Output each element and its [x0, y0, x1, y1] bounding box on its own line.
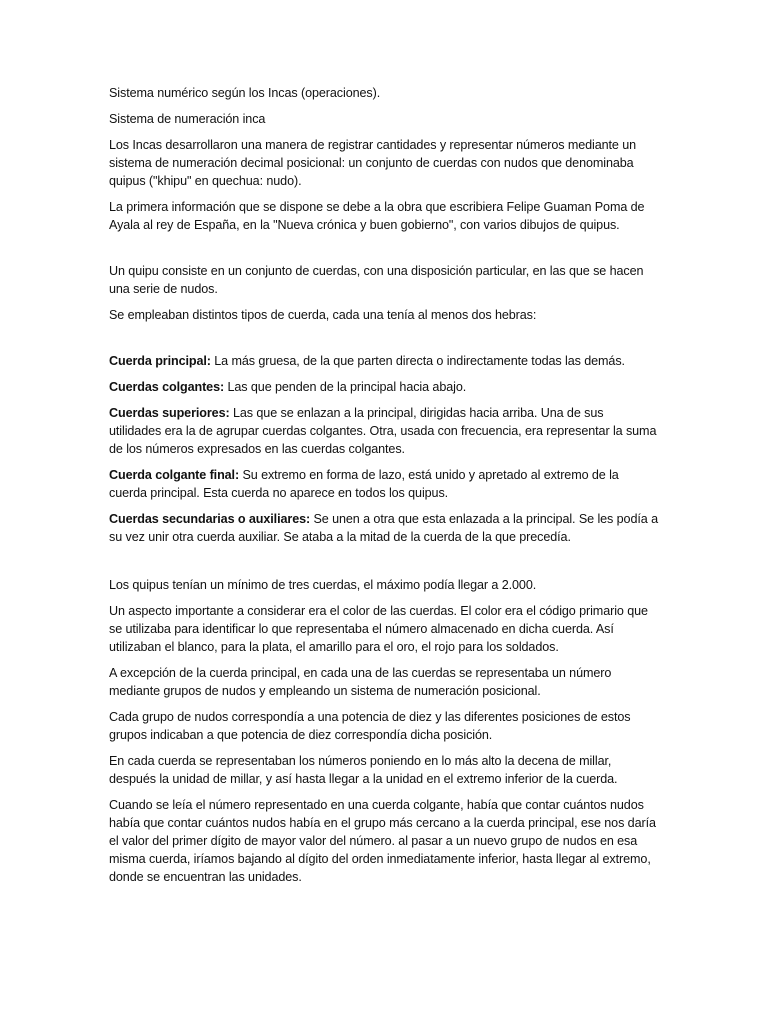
cord-type-item [109, 378, 659, 396]
cord-type-term: Cuerda colgante final: [109, 468, 240, 482]
document-page [109, 84, 659, 894]
detail-paragraph: A excepción de la cuerda principal, en cada una de las cuerdas se representaba un número mediante grupos de nudos y empleando un sistema de numeración posicional. [109, 666, 612, 698]
detail-paragraph: Un aspecto importante a considerar era el color de las cuerdas. El color era el código primario que se utilizaba para identificar lo que representaba el número almacenado en dicha cuerda. Así utilizaban el blanco, para la plata, el amarillo para el oro, el rojo para los soldados. [109, 604, 648, 654]
cord-type-item [109, 510, 659, 546]
cord-type-description: Las que se enlazan a la principal, dirigidas hacia arriba. Una de sus utilidades era la de agrupar cuerdas colgantes. Otra, usada con frecuencia, era representar la suma de los números expresados en las cuerdas colgantes. [109, 406, 657, 456]
cord-type-item [109, 466, 659, 502]
cord-type-description: La más gruesa, de la que parten directa o indirectamente todas las demás. [210, 354, 625, 368]
document-title: Sistema numérico según los Incas (operaciones). [109, 86, 381, 100]
cord-type-description: Las que penden de la principal hacia abajo. [224, 380, 467, 394]
cord-types-intro-paragraph: Se empleaban distintos tipos de cuerda, cada una tenía al menos dos hebras: [109, 308, 537, 322]
detail-paragraph: Los quipus tenían un mínimo de tres cuerdas, el máximo podía llegar a 2.000. [109, 578, 537, 592]
cord-type-item [109, 352, 659, 370]
detail-paragraph: En cada cuerda se representaban los números poniendo en lo más alto la decena de millar, después la unidad de millar, y así hasta llegar a la unidad en el extremo inferior de la cuerda. [109, 754, 618, 786]
cord-type-item [109, 404, 659, 458]
cord-type-term: Cuerdas secundarias o auxiliares: [109, 512, 311, 526]
quipu-definition-paragraph: Un quipu consiste en un conjunto de cuerdas, con una disposición particular, en las que se hacen una serie de nudos. [109, 264, 644, 296]
cord-type-description: Su extremo en forma de lazo, está unido y apretado al extremo de la cuerda principal. Esta cuerda no aparece en todos los quipus. [109, 468, 619, 500]
intro-paragraph: Los Incas desarrollaron una manera de registrar cantidades y representar números mediante un sistema de numeración decimal posicional: un conjunto de cuerdas con nudos que denominaba quipus ("khipu" en quechua: nudo). [109, 138, 637, 188]
detail-paragraph: Cada grupo de nudos correspondía a una potencia de diez y las diferentes posiciones de estos grupos indicaban a que potencia de diez correspondía dicha posición. [109, 710, 631, 742]
detail-paragraph: Cuando se leía el número representado en una cuerda colgante, había que contar cuántos nudos había que contar cuántos nudos había en el grupo más cercano a la cuerda principal, ese nos daría el valor del primer dígito de mayor valor del número. al pasar a un nuevo grupo de nudos en esa misma cuerda, iríamos bajando al dígito del orden inmediatamente inferior, hasta llegar al extremo, donde se encuentran las unidades. [109, 798, 656, 884]
cord-type-term: Cuerdas colgantes: [109, 380, 225, 394]
intro-paragraph: La primera información que se dispone se debe a la obra que escribiera Felipe Guaman Poma de Ayala al rey de España, en la "Nueva crónica y buen gobierno", con varios dibujos de quipus. [109, 200, 645, 232]
section-title: Sistema de numeración inca [109, 112, 266, 126]
cord-type-term: Cuerda principal: [109, 354, 211, 368]
cord-type-description: Se unen a otra que esta enlazada a la principal. Se les podía a su vez unir otra cuerda auxiliar. Se ataba a la mitad de la cuerda de la que precedía. [109, 512, 658, 544]
cord-type-term: Cuerdas superiores: [109, 406, 230, 420]
